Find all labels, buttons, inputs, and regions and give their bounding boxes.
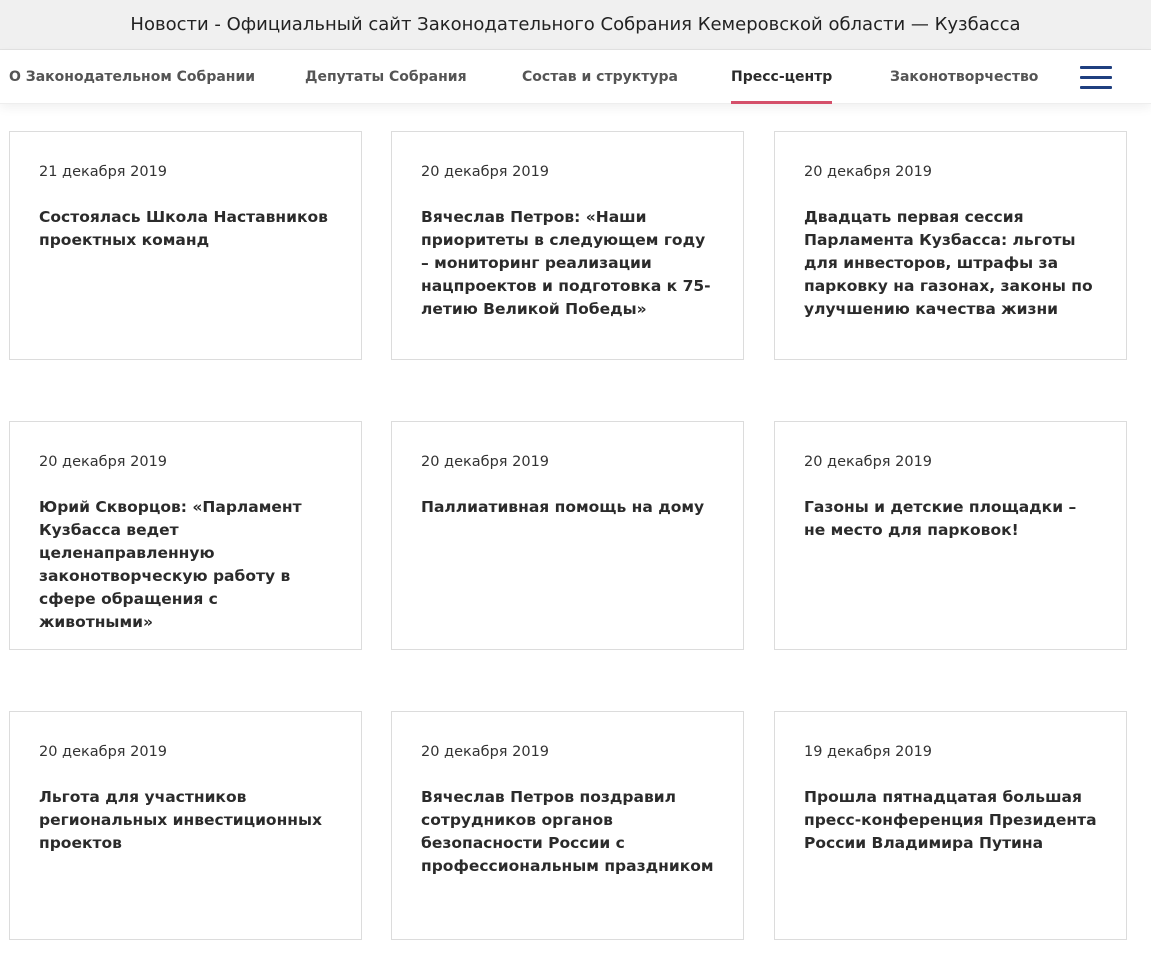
window-title: Новости - Официальный сайт Законодательного Собрания Кемеровской области — Кузбасса bbox=[130, 14, 1021, 35]
nav-item-press-center[interactable] bbox=[731, 50, 832, 104]
news-date: 20 декабря 2019 bbox=[39, 744, 168, 760]
nav-item-label: Состав и структура bbox=[522, 69, 678, 85]
news-date: 19 декабря 2019 bbox=[804, 744, 933, 760]
news-card[interactable] bbox=[774, 711, 1127, 940]
news-card[interactable] bbox=[774, 131, 1127, 360]
nav-item-label: Законотворчество bbox=[890, 69, 1039, 85]
nav-item-label: О Законодательном Собрании bbox=[9, 69, 256, 85]
news-card[interactable] bbox=[9, 711, 362, 940]
active-tab-indicator bbox=[731, 101, 832, 104]
nav-item-structure[interactable] bbox=[522, 50, 678, 104]
news-card[interactable] bbox=[391, 711, 744, 940]
news-date: 21 декабря 2019 bbox=[39, 164, 168, 180]
news-title[interactable]: Вячеслав Петров: «Наши приоритеты в следующем году – мониторинг реализации нацпроектов и подготовка к 75-летию Великой Победы» bbox=[421, 208, 711, 318]
news-date: 20 декабря 2019 bbox=[804, 454, 933, 470]
news-title[interactable]: Юрий Скворцов: «Парламент Кузбасса ведет целенаправленную законотворческую работу в сфере обращения с животными» bbox=[39, 498, 302, 631]
nav-item-lawmaking[interactable] bbox=[890, 50, 1038, 104]
nav-item-label: Депутаты Собрания bbox=[305, 69, 467, 85]
news-date: 20 декабря 2019 bbox=[39, 454, 168, 470]
news-title[interactable]: Двадцать первая сессия Парламента Кузбасса: льготы для инвесторов, штрафы за парковку на газонах, законы по улучшению качества жизни bbox=[804, 208, 1093, 318]
news-date: 20 декабря 2019 bbox=[804, 164, 933, 180]
news-title[interactable]: Газоны и детские площадки – не место для парковок! bbox=[804, 498, 1077, 539]
nav-item-deputies[interactable] bbox=[305, 50, 467, 104]
news-card[interactable] bbox=[391, 131, 744, 360]
hamburger-menu-icon[interactable] bbox=[1080, 66, 1112, 90]
news-card[interactable] bbox=[391, 421, 744, 650]
news-title[interactable]: Паллиативная помощь на дому bbox=[421, 498, 705, 516]
news-title[interactable]: Состоялась Школа Наставников проектных команд bbox=[39, 208, 328, 249]
news-title[interactable]: Прошла пятнадцатая большая пресс-конференция Президента России Владимира Путина bbox=[804, 788, 1097, 852]
news-date: 20 декабря 2019 bbox=[421, 164, 550, 180]
news-card[interactable] bbox=[774, 421, 1127, 650]
window-title-bar bbox=[0, 0, 1151, 50]
news-card[interactable] bbox=[9, 131, 362, 360]
nav-item-about[interactable] bbox=[9, 50, 255, 104]
news-date: 20 декабря 2019 bbox=[421, 744, 550, 760]
news-date: 20 декабря 2019 bbox=[421, 454, 550, 470]
news-card[interactable] bbox=[9, 421, 362, 650]
main-navigation bbox=[0, 50, 1151, 104]
nav-item-label: Пресс-центр bbox=[731, 69, 833, 85]
news-title[interactable]: Льгота для участников региональных инвестиционных проектов bbox=[39, 788, 323, 852]
news-title[interactable]: Вячеслав Петров поздравил сотрудников органов безопасности России с профессиональным праздником bbox=[421, 788, 714, 875]
